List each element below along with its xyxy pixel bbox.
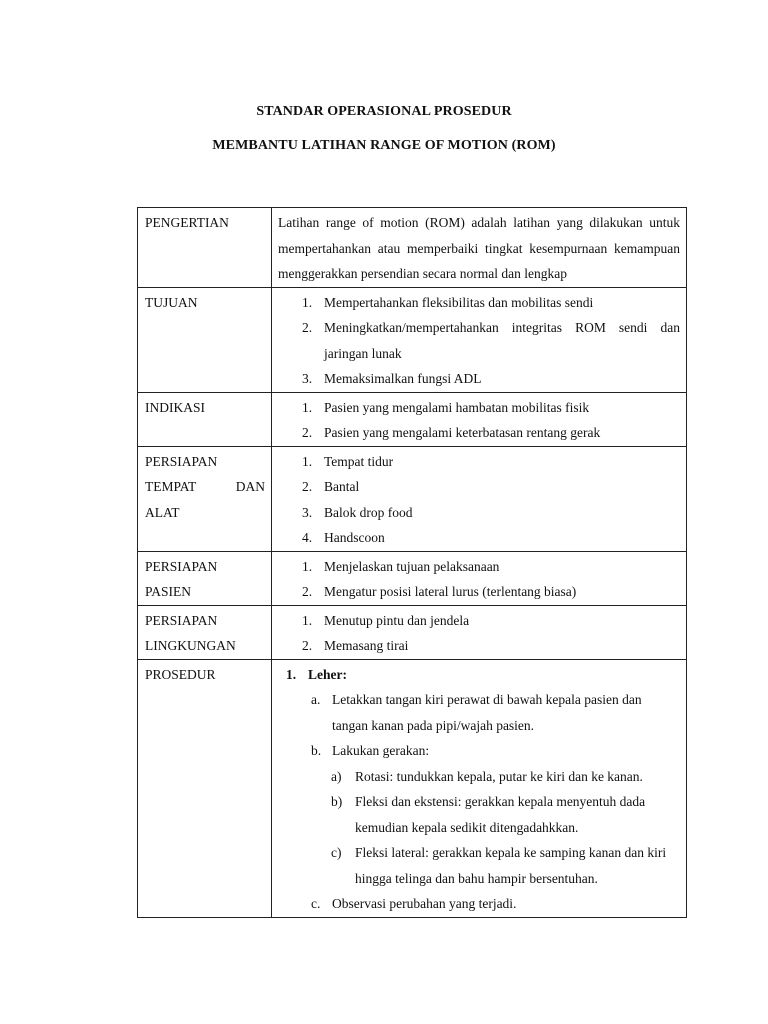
label-tujuan: TUJUAN bbox=[138, 287, 272, 392]
row-persiapan-pasien bbox=[138, 551, 687, 605]
label-indikasi: INDIKASI bbox=[138, 392, 272, 446]
list-item: 2. Pasien yang mengalami keterbatasan rentang gerak bbox=[302, 425, 601, 440]
label-persiapan-pasien: PERSIAPAN PASIEN bbox=[138, 551, 272, 605]
list-item: 1. Tempat tidur bbox=[302, 453, 394, 469]
label-pengertian: PENGERTIAN bbox=[138, 208, 272, 288]
content-persiapan-lingkungan bbox=[272, 605, 687, 659]
label-persiapan-tempat: PERSIAPAN TEMPAT DAN ALAT bbox=[138, 446, 272, 551]
prosedur-step-b: b. Lakukan gerakan: bbox=[311, 743, 430, 758]
content-prosedur bbox=[272, 659, 687, 917]
list-item: 1. Menjelaskan tujuan pelaksanaan bbox=[302, 558, 500, 574]
list-item: 4. Handscoon bbox=[302, 530, 385, 545]
prosedur-substep: b) Fleksi dan ekstensi: gerakkan kepala menyentuh dada kemudian kepala sedikit ditengadahkkan. bbox=[331, 794, 646, 835]
content-tujuan bbox=[272, 287, 687, 392]
document-title: STANDAR OPERASIONAL PROSEDUR bbox=[256, 104, 512, 119]
list-item: 1. Mempertahankan fleksibilitas dan mobilitas sendi bbox=[302, 294, 594, 310]
list-item: 2. Bantal bbox=[302, 479, 360, 494]
list-item: 2. Memasang tirai bbox=[302, 638, 409, 653]
row-indikasi bbox=[138, 392, 687, 446]
content-indikasi bbox=[272, 392, 687, 446]
prosedur-step-heading: 1. Leher: bbox=[286, 666, 347, 682]
list-item: 1. Menutup pintu dan jendela bbox=[302, 612, 470, 628]
prosedur-substep: a) Rotasi: tundukkan kepala, putar ke kiri dan ke kanan. bbox=[331, 768, 643, 784]
content-persiapan-pasien bbox=[272, 551, 687, 605]
sop-table bbox=[137, 207, 687, 918]
list-item: 2. Meningkatkan/mempertahankan integritas ROM sendi dan jaringan lunak bbox=[302, 320, 680, 361]
lingkungan-list bbox=[278, 608, 680, 659]
indikasi-list bbox=[278, 395, 680, 446]
list-item: 2. Mengatur posisi lateral lurus (terlentang biasa) bbox=[302, 584, 577, 599]
document-subtitle: MEMBANTU LATIHAN RANGE OF MOTION (ROM) bbox=[212, 138, 556, 153]
pasien-list bbox=[278, 554, 680, 605]
row-prosedur bbox=[138, 659, 687, 917]
row-persiapan-tempat bbox=[138, 446, 687, 551]
row-pengertian bbox=[138, 208, 687, 288]
list-item: 1. Pasien yang mengalami hambatan mobilitas fisik bbox=[302, 399, 590, 415]
label-prosedur: PROSEDUR bbox=[138, 659, 272, 917]
prosedur-substep: c) Fleksi lateral: gerakkan kepala ke samping kanan dan kiri hingga telinga dan bahu hampir bersentuhan. bbox=[331, 845, 667, 886]
row-persiapan-lingkungan bbox=[138, 605, 687, 659]
row-tujuan bbox=[138, 287, 687, 392]
label-persiapan-lingkungan: PERSIAPAN LINGKUNGAN bbox=[138, 605, 272, 659]
prosedur-step-a: a. Letakkan tangan kiri perawat di bawah kepala pasien dan tangan kanan pada pipi/wajah pasien. bbox=[311, 692, 642, 733]
pengertian-text: Latihan range of motion (ROM) adalah latihan yang dilakukan untuk mempertahankan atau memperbaiki tingkat kesempurnaan kemampuan menggerakkan persendian secara normal dan lengkap bbox=[278, 215, 680, 281]
content-persiapan-tempat bbox=[272, 446, 687, 551]
list-item: 3. Memaksimalkan fungsi ADL bbox=[302, 371, 482, 386]
alat-list bbox=[278, 449, 680, 551]
content-pengertian bbox=[272, 208, 687, 288]
list-item: 3. Balok drop food bbox=[302, 504, 413, 520]
prosedur-step-c: c. Observasi perubahan yang terjadi. bbox=[311, 896, 517, 911]
tujuan-list bbox=[278, 290, 680, 392]
